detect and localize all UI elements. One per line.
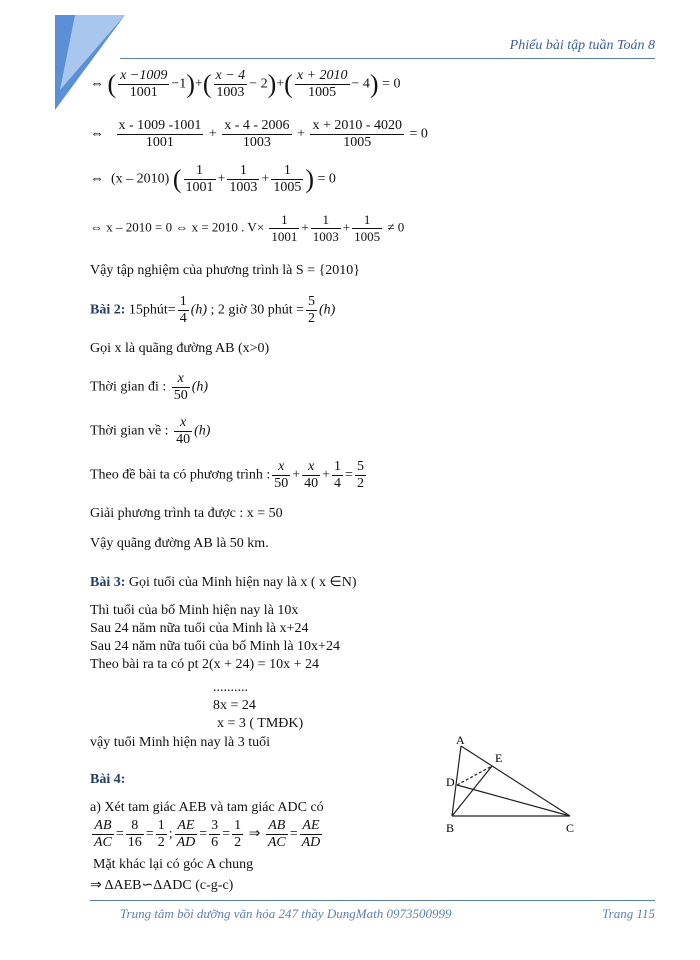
bai3-line-3: Sau 24 năm nữa tuổi của bố Minh là 10x+24: [90, 639, 340, 654]
bai2-back-time: Thời gian về : $\frac{x}{40}$ (h): [90, 415, 211, 447]
bai3-answer: vậy tuổi Minh hiện nay là 3 tuổi: [90, 735, 271, 750]
bai4-part-a: a) Xét tam giác AEB và tam giác ADC có: [90, 800, 324, 815]
footer-left: Trung tâm bồi dưỡng văn hóa 247 thầy DungMath 0973500999: [120, 906, 452, 921]
bai2-equation: Theo đề bài ta có phương trình : $\frac{x}{50}$ + $\frac{x}{40}$ + $\frac{1}{4}$ = $\frac{5}{2}$: [90, 459, 364, 491]
page-number: Trang 115: [602, 906, 655, 921]
bai4-ratios: $\frac{AB}{AC}$ = $\frac{8}{16}$ = $\frac{1}{2}$ ; $\frac{AE}{AD}$ = $\frac{3}{6}$ = $\frac{1}{2}$ ⇒ $\frac{AB}{AC}$ = $\frac{AE}{AD}$: [94, 818, 321, 850]
bai3-line-2: Sau 24 năm nữa tuổi của Minh là x+24: [90, 621, 309, 636]
label-D: D: [446, 775, 455, 789]
equation-4: ⇔ x – 2010 = 0 ⇔ x = 2010 . V× $\frac{1}{1001}$ + $\frac{1}{1003}$ + $\frac{1}{1005}$ ≠ 0: [90, 212, 405, 244]
bai3-line-1: Thì tuổi của bố Minh hiện nay là 10x: [90, 603, 299, 618]
bai3-intro: Bài 3: Gọi tuổi của Minh hiện nay là x ( x ∈N): [90, 575, 357, 590]
bai2-go-time: Thời gian đi : $\frac{x}{50}$ (h): [90, 371, 209, 403]
bai2-title: Bài 2:: [90, 302, 126, 318]
bai3-step-2: x = 3 ( TMĐK): [217, 716, 304, 731]
conclusion-1: Vậy tập nghiệm của phương trình là S = {2010}: [90, 263, 361, 278]
bai3-dots: ..........: [213, 680, 248, 695]
bai2-solve: Giải phương trình ta được : x = 50: [90, 506, 283, 521]
bai3-step-1: 8x = 24: [213, 698, 256, 713]
label-C: C: [566, 821, 575, 835]
bai4-similar: ⇒ ΔAEB∽ΔADC (c-g-c): [90, 878, 234, 893]
bai3-line-4: Theo bài ra ta có pt 2(x + 24) = 10x + 24: [90, 657, 319, 672]
bai2-answer: Vậy quãng đường AB là 50 km.: [90, 536, 269, 551]
segment-DE: [457, 766, 492, 785]
bai3-title: Bài 3:: [90, 575, 126, 590]
label-E: E: [495, 751, 503, 765]
bai2-let: Gọi x là quãng đường AB (x>0): [90, 341, 270, 356]
footer-rule: [90, 900, 655, 901]
bai2-intro: Bài 2: 15phút= $\frac{1}{4}$ (h) ; 2 giờ 30 phút = $\frac{5}{2}$ (h): [90, 294, 336, 326]
label-A: A: [456, 733, 465, 747]
header-title: Phiếu bài tập tuần Toán 8: [509, 38, 655, 53]
bai4-common-angle: Mặt khác lại có góc A chung: [93, 857, 254, 872]
iff-symbol: ⇔: [90, 76, 104, 92]
bai4-title: Bài 4:: [90, 772, 126, 787]
label-B: B: [446, 821, 455, 835]
segment-DC: [457, 785, 570, 816]
equation-2: ⇔ $\frac{x - 1009 -1001}{1001}$ + $\frac{x - 4 - 2006}{1003}$ + $\frac{x + 2010 - 4020}{1005}$ = 0: [90, 118, 428, 150]
header-rule: [120, 58, 655, 59]
side-AC: [461, 746, 570, 816]
equation-1: ⇔ ( $\frac{x -1009}{1001}$ −1)+( $\frac{x - 4}{1003}$ − 2)+( $\frac{x + 2010}{1005}$ − 4) = 0: [90, 68, 401, 100]
triangle-figure: [440, 730, 590, 840]
equation-3: ⇔ (x – 2010) ( $\frac{1}{1001}$ + $\frac{1}{1003}$ + $\frac{1}{1005}$ ) = 0: [90, 163, 336, 195]
corner-decoration: [0, 0, 130, 120]
